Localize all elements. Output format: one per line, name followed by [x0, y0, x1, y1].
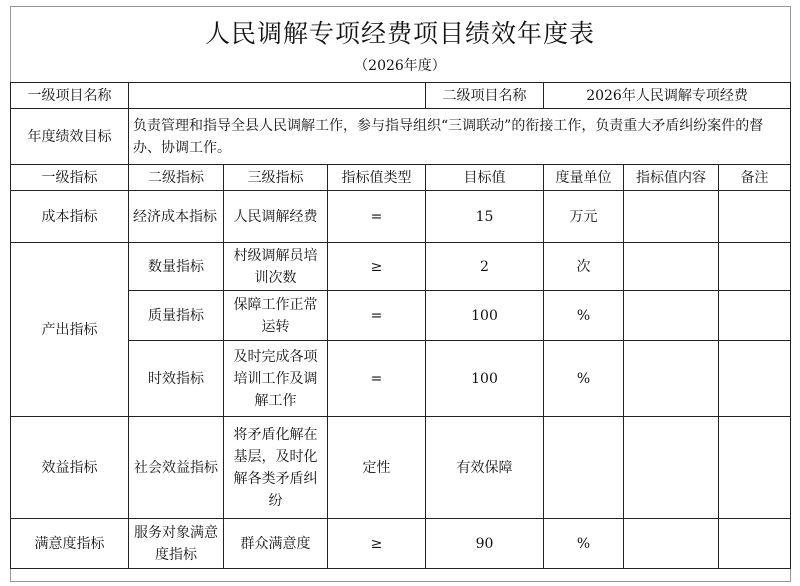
goal-row — [11, 109, 791, 165]
page-subtitle: （2026年度） — [354, 58, 446, 74]
row-note — [719, 519, 791, 569]
row-target: 100 — [426, 291, 544, 341]
col-header-target: 目标值 — [426, 165, 544, 191]
level1-name-value — [129, 83, 426, 109]
row-level2: 时效指标 — [129, 341, 224, 417]
row-target: 有效保障 — [426, 417, 544, 519]
col-header-type: 指标值类型 — [328, 165, 426, 191]
row-content — [624, 341, 719, 417]
row-level2: 质量指标 — [129, 291, 224, 341]
row-target: 100 — [426, 341, 544, 417]
row-level3: 将矛盾化解在基层，及时化解各类矛盾纠纷 — [224, 417, 328, 519]
table-row — [11, 519, 791, 569]
row-target: 2 — [426, 243, 544, 291]
row-note — [719, 417, 791, 519]
page-title: 人民调解专项经费项目绩效年度表 — [204, 19, 595, 48]
row-unit: % — [544, 341, 624, 417]
col-header-level1: 一级指标 — [11, 165, 129, 191]
row-content — [624, 291, 719, 341]
row-level3: 人民调解经费 — [224, 191, 328, 243]
row-level2: 服务对象满意度指标 — [129, 519, 224, 569]
row-target: 15 — [426, 191, 544, 243]
row-level3: 村级调解员培训次数 — [224, 243, 328, 291]
row-type: ≥ — [328, 519, 426, 569]
table-row — [11, 191, 791, 243]
row-type: ≥ — [328, 243, 426, 291]
col-header-level3: 三级指标 — [224, 165, 328, 191]
table-row — [11, 243, 791, 291]
performance-table — [10, 82, 791, 569]
row-note — [719, 291, 791, 341]
level2-name-value: 2026年人民调解专项经费 — [544, 83, 791, 109]
row-content — [624, 417, 719, 519]
col-header-level2: 二级指标 — [129, 165, 224, 191]
row-type: = — [328, 341, 426, 417]
row-type: = — [328, 291, 426, 341]
row-level3: 及时完成各项培训工作及调解工作 — [224, 341, 328, 417]
row-level1: 效益指标 — [11, 417, 129, 519]
row-level2: 数量指标 — [129, 243, 224, 291]
row-note — [719, 341, 791, 417]
row-level1: 成本指标 — [11, 191, 129, 243]
project-name-row — [11, 83, 791, 109]
col-header-unit: 度量单位 — [544, 165, 624, 191]
row-note — [719, 243, 791, 291]
goal-text: 负责管理和指导全县人民调解工作，参与指导组织“三调联动”的衔接工作，负责重大矛盾纠纷案件的督办、协调工作。 — [129, 109, 791, 165]
row-level3: 保障工作正常运转 — [224, 291, 328, 341]
row-content — [624, 243, 719, 291]
level2-name-label: 二级项目名称 — [426, 83, 544, 109]
row-unit — [544, 417, 624, 519]
row-unit: 万元 — [544, 191, 624, 243]
row-unit: 次 — [544, 243, 624, 291]
column-header-row — [11, 165, 791, 191]
row-target: 90 — [426, 519, 544, 569]
goal-label: 年度绩效目标 — [11, 109, 129, 165]
row-level1: 满意度指标 — [11, 519, 129, 569]
row-note — [719, 191, 791, 243]
row-type: 定性 — [328, 417, 426, 519]
table-row — [11, 417, 791, 519]
row-unit: % — [544, 519, 624, 569]
row-level2: 社会效益指标 — [129, 417, 224, 519]
row-level3: 群众满意度 — [224, 519, 328, 569]
row-unit: % — [544, 291, 624, 341]
row-content — [624, 519, 719, 569]
col-header-note: 备注 — [719, 165, 791, 191]
level1-name-label: 一级项目名称 — [11, 83, 129, 109]
row-type: = — [328, 191, 426, 243]
row-level2: 经济成本指标 — [129, 191, 224, 243]
col-header-content: 指标值内容 — [624, 165, 719, 191]
row-content — [624, 191, 719, 243]
row-level1: 产出指标 — [11, 243, 129, 417]
